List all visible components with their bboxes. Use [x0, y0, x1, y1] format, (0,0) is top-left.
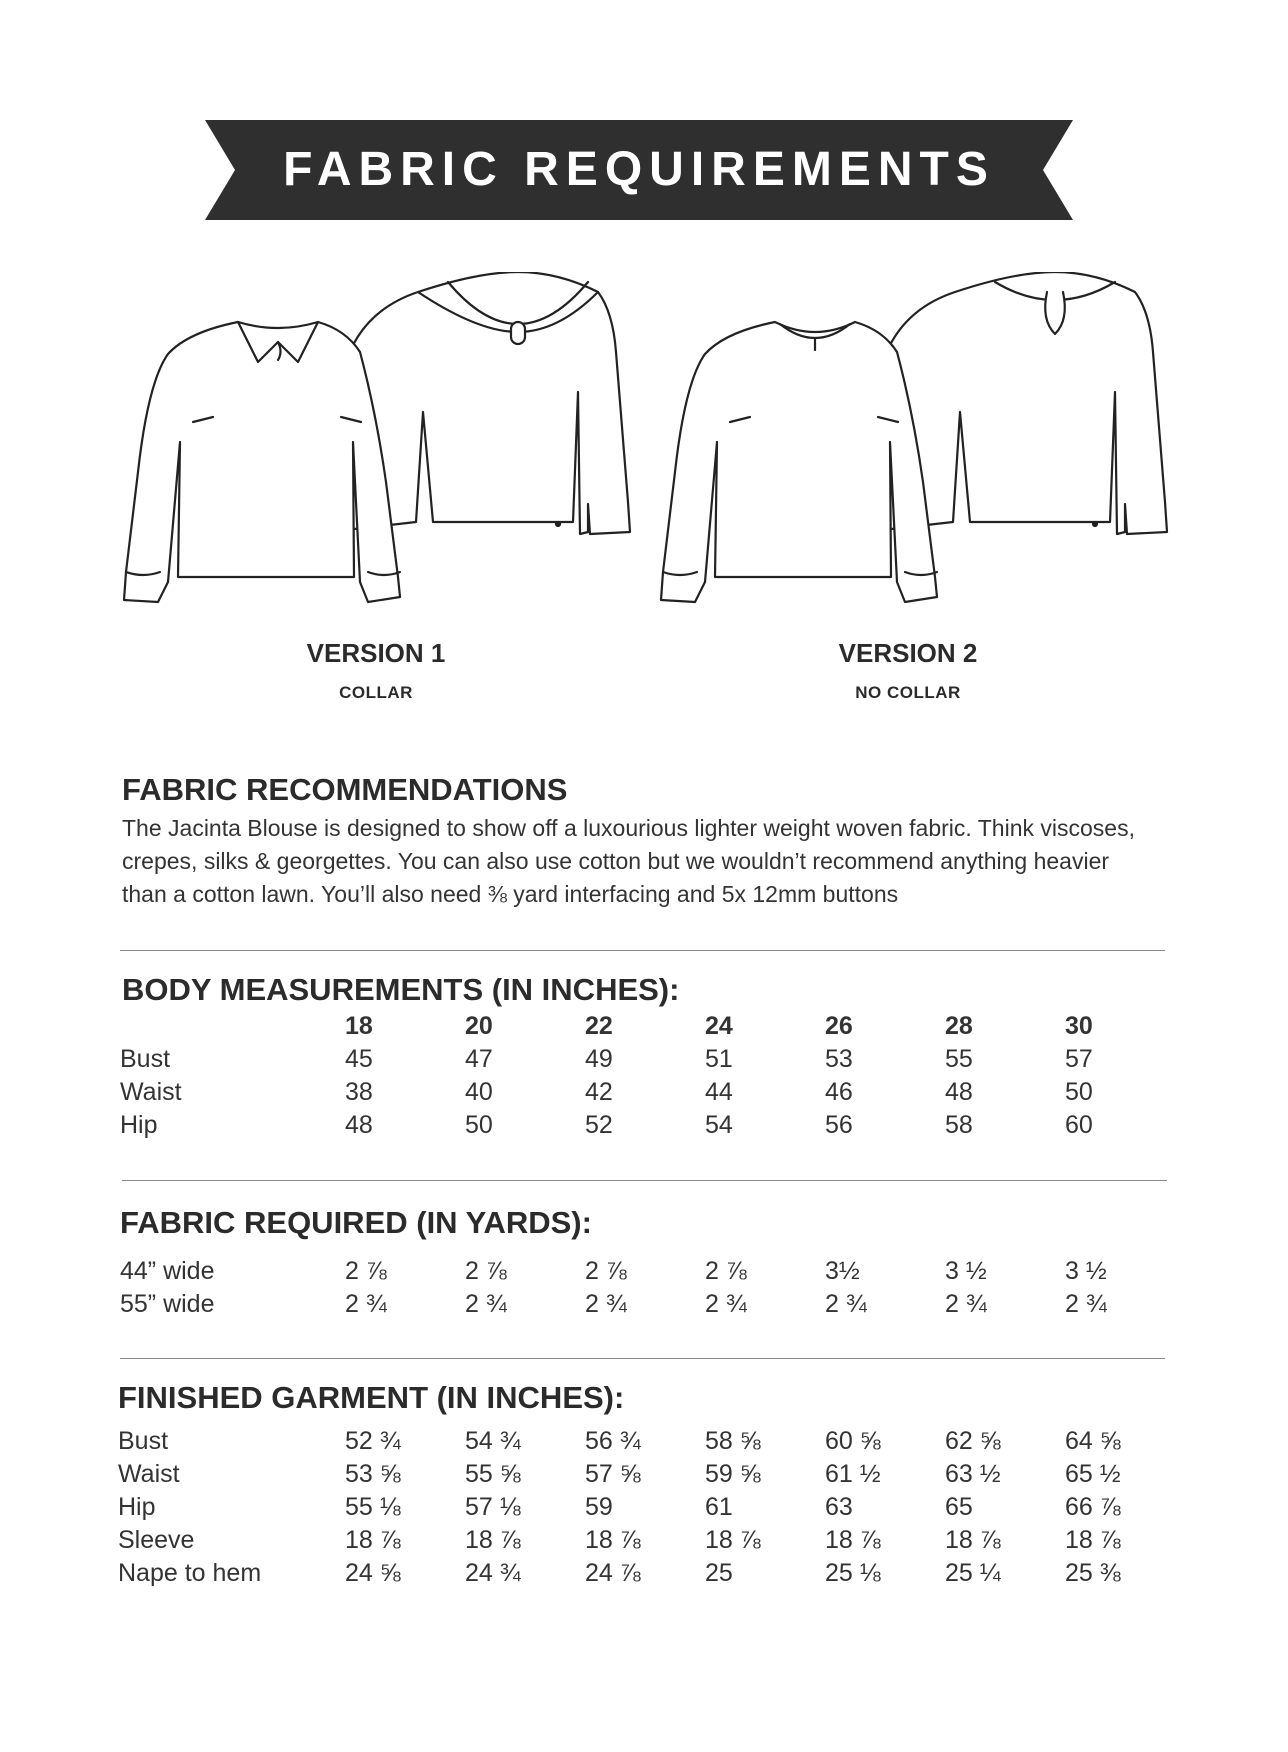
table-cell: 38	[345, 1078, 373, 1106]
table-cell: 25	[705, 1559, 733, 1587]
table-cell: 25 ⅛	[825, 1559, 881, 1587]
size-header: 20	[465, 1012, 493, 1040]
table-cell: 2 ⅞	[465, 1257, 507, 1285]
table-cell: 59	[585, 1493, 613, 1521]
table-cell: 48	[945, 1078, 973, 1106]
recommendation-line: than a cotton lawn. You’ll also need ⅜ yard interfacing and 5x 12mm buttons	[122, 881, 899, 907]
row-label: Waist	[118, 1460, 180, 1488]
table-cell: 49	[585, 1045, 613, 1073]
size-header: 18	[345, 1012, 373, 1040]
table-cell: 3½	[825, 1257, 860, 1285]
table-cell: 40	[465, 1078, 493, 1106]
table-cell: 57	[1065, 1045, 1093, 1073]
row-label: Nape to hem	[118, 1559, 262, 1587]
row-label: Hip	[120, 1111, 158, 1139]
section-divider	[120, 1358, 1165, 1359]
table-cell: 61 ½	[825, 1460, 881, 1488]
table-cell: 24 ⅝	[345, 1559, 401, 1587]
table-cell: 24 ¾	[465, 1559, 521, 1587]
table-cell: 2 ¾	[945, 1290, 987, 1318]
fabric-recommendations-heading: FABRIC RECOMMENDATIONS	[122, 772, 568, 807]
blouse-version-1-illustration	[118, 272, 638, 612]
table-cell: 24 ⅞	[585, 1559, 641, 1587]
body-measurements-heading: BODY MEASUREMENTS (IN INCHES):	[122, 972, 680, 1007]
fabric-recommendations-text	[122, 812, 1182, 911]
table-cell: 60	[1065, 1111, 1093, 1139]
version-1-caption	[226, 638, 526, 703]
table-cell: 3 ½	[945, 1257, 987, 1285]
finished-garment-heading: FINISHED GARMENT (IN INCHES):	[118, 1380, 625, 1415]
size-header: 30	[1065, 1012, 1093, 1040]
table-cell: 58	[945, 1111, 973, 1139]
front-view-drawing	[124, 322, 400, 602]
front-view-drawing	[661, 322, 937, 602]
table-cell: 2 ⅞	[705, 1257, 747, 1285]
table-cell: 47	[465, 1045, 493, 1073]
table-cell: 52	[585, 1111, 613, 1139]
table-cell: 2 ⅞	[585, 1257, 627, 1285]
table-cell: 18 ⅞	[825, 1526, 881, 1554]
table-cell: 18 ⅞	[345, 1526, 401, 1554]
fabric-required-heading: FABRIC REQUIRED (IN YARDS):	[120, 1205, 592, 1240]
row-label: Bust	[120, 1045, 171, 1073]
table-cell: 63 ½	[945, 1460, 1001, 1488]
row-label: Bust	[118, 1427, 169, 1455]
row-label: 55” wide	[120, 1290, 215, 1318]
table-cell: 48	[345, 1111, 373, 1139]
table-cell: 45	[345, 1045, 373, 1073]
table-cell: 18 ⅞	[585, 1526, 641, 1554]
table-cell: 63	[825, 1493, 853, 1521]
table-cell: 65	[945, 1493, 973, 1521]
table-cell: 59 ⅝	[705, 1460, 761, 1488]
row-label: 44” wide	[120, 1257, 215, 1285]
version-2-caption	[758, 638, 1058, 703]
table-cell: 62 ⅝	[945, 1427, 1001, 1455]
table-cell: 53 ⅝	[345, 1460, 401, 1488]
version-2-title: VERSION 2	[838, 638, 978, 668]
table-cell: 54 ¾	[465, 1427, 521, 1455]
size-header: 24	[705, 1012, 733, 1040]
recommendation-line: The Jacinta Blouse is designed to show off a luxourious lighter weight woven fabric. Think viscoses,	[122, 815, 1135, 841]
table-cell: 18 ⅞	[1065, 1526, 1121, 1554]
table-cell: 56	[825, 1111, 853, 1139]
size-header: 28	[945, 1012, 973, 1040]
row-label: Hip	[118, 1493, 156, 1521]
table-cell: 55 ⅝	[465, 1460, 521, 1488]
version-1-title: VERSION 1	[306, 638, 446, 668]
blouse-version-2-illustration	[655, 272, 1175, 612]
table-cell: 51	[705, 1045, 733, 1073]
table-cell: 50	[465, 1111, 493, 1139]
table-cell: 52 ¾	[345, 1427, 401, 1455]
table-cell: 50	[1065, 1078, 1093, 1106]
row-label: Sleeve	[118, 1526, 195, 1554]
table-cell: 57 ⅛	[465, 1493, 521, 1521]
table-cell: 55 ⅛	[345, 1493, 401, 1521]
table-cell: 25 ⅜	[1065, 1559, 1121, 1587]
table-cell: 46	[825, 1078, 853, 1106]
section-divider	[122, 1180, 1167, 1181]
table-cell: 60 ⅝	[825, 1427, 881, 1455]
table-cell: 18 ⅞	[465, 1526, 521, 1554]
table-cell: 61	[705, 1493, 733, 1521]
table-cell: 55	[945, 1045, 973, 1073]
section-divider	[120, 950, 1165, 951]
table-cell: 64 ⅝	[1065, 1427, 1121, 1455]
table-cell: 2 ⅞	[345, 1257, 387, 1285]
table-cell: 65 ½	[1065, 1460, 1121, 1488]
title-banner	[205, 120, 1073, 220]
recommendation-line: crepes, silks & georgettes. You can also use cotton but we wouldn’t recommend anything heavier	[122, 848, 1110, 874]
row-label: Waist	[120, 1078, 182, 1106]
table-cell: 2 ¾	[705, 1290, 747, 1318]
table-cell: 56 ¾	[585, 1427, 641, 1455]
version-1-subtitle: COLLAR	[339, 683, 413, 702]
table-cell: 53	[825, 1045, 853, 1073]
table-cell: 2 ¾	[825, 1290, 867, 1318]
table-cell: 3 ½	[1065, 1257, 1107, 1285]
table-cell: 42	[585, 1078, 613, 1106]
size-header: 22	[585, 1012, 613, 1040]
table-cell: 2 ¾	[345, 1290, 387, 1318]
table-cell: 58 ⅝	[705, 1427, 761, 1455]
table-cell: 2 ¾	[465, 1290, 507, 1318]
table-cell: 18 ⅞	[705, 1526, 761, 1554]
table-cell: 54	[705, 1111, 733, 1139]
table-cell: 2 ¾	[1065, 1290, 1107, 1318]
table-cell: 18 ⅞	[945, 1526, 1001, 1554]
page-title: FABRIC REQUIREMENTS	[283, 143, 995, 196]
size-header: 26	[825, 1012, 853, 1040]
version-2-subtitle: NO COLLAR	[855, 683, 961, 702]
table-cell: 44	[705, 1078, 733, 1106]
table-cell: 2 ¾	[585, 1290, 627, 1318]
table-cell: 66 ⅞	[1065, 1493, 1121, 1521]
table-cell: 57 ⅝	[585, 1460, 641, 1488]
table-cell: 25 ¼	[945, 1559, 1001, 1587]
